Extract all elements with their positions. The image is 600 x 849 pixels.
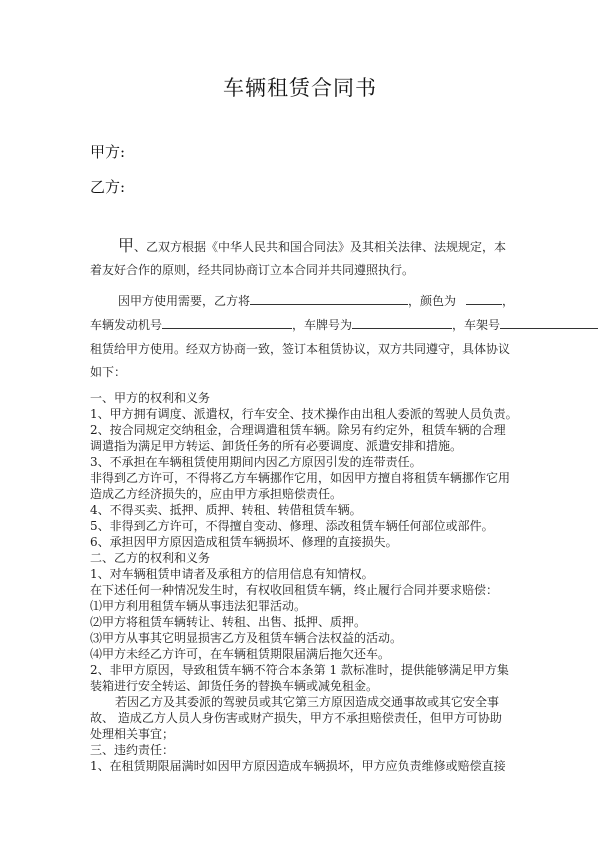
color-blank <box>466 292 502 305</box>
clause-line: 1、对车辆租赁申请者及承租方的信用信息有知情权。 <box>90 567 374 581</box>
clause-line: ⑴甲方利用租赁车辆从事违法犯罪活动。 <box>90 599 307 613</box>
clause-line: 非得到乙方许可，不得将乙方车辆挪作它用，如因甲方擅自将租赁车辆挪作它用 <box>90 471 511 485</box>
frame-number-label: ，车架号 <box>452 318 501 332</box>
clause-line: 4、不得买卖、抵押、质押、转租、转借租赁车辆。 <box>90 503 362 517</box>
clause-line: 1、在租赁期限届满时如因甲方原因造成车辆损坏，甲方应负责维修或赔偿直接 <box>90 759 506 773</box>
contract-body <box>90 390 520 774</box>
preamble-line-2: 着友好合作的原则，经共同协商订立本合同并共同遵照执行。 <box>90 263 415 277</box>
clause-line: ⑶甲方从事其它明显损害乙方及租赁车辆合法权益的活动。 <box>90 631 403 645</box>
engine-number-blank <box>162 316 292 329</box>
clause-line: 若因乙方及其委派的驾驶员或其它第三方原因造成交通事故或其它安全事 <box>115 695 500 709</box>
section-heading: 一、甲方的权利和义务 <box>90 391 211 405</box>
section-party-b-rights <box>90 550 520 742</box>
preamble-lead-char: 甲 <box>118 236 135 255</box>
clause-line: ⑷甲方未经乙方许可，在车辆租赁期限届满后拖欠还车。 <box>90 647 391 661</box>
color-label: ，颜色为 <box>408 294 457 308</box>
clause-line: 调遣指为满足甲方转运、卸货任务的所有必要调度、派遣安排和措施。 <box>90 439 463 453</box>
clause-line: 在下述任何一种情况发生时，有权收回租赁车辆，终止履行合同并要求赔偿： <box>90 583 499 597</box>
clause-line: 故、 造成乙方人员人身伤害或财产损失，甲方不承担赔偿责任，但甲方可协助 <box>90 711 502 725</box>
section-heading: 三、违约责任： <box>90 743 175 757</box>
frame-number-blank <box>500 316 598 329</box>
clause-line: 5、非得到乙方许可，不得擅自变动、修理、添改租赁车辆任何部位或部件。 <box>90 519 494 533</box>
clause-line: 2、非甲方原因，导致租赁车辆不符合本条第 1 款标准时，提供能够满足甲方集 <box>90 663 509 677</box>
clause-line: 1、甲方拥有调度、派遣权，行车安全、技术操作由出租人委派的驾驶人员负责。 <box>90 407 518 421</box>
vehicle-info-line-1 <box>118 291 514 311</box>
plate-number-label: ，车牌号为 <box>292 318 353 332</box>
engine-number-label: 车辆发动机号 <box>90 318 163 332</box>
vehicle-name-blank <box>250 292 408 305</box>
vehicle-info-line-3: 租赁给甲方使用。经双方协商一致，签订本租赁协议，双方共同遵守，具体协议 <box>90 342 511 356</box>
clause-line: 6、承担因甲方原因造成租赁车辆损坏、修理的直接损失。 <box>90 535 398 549</box>
party-a-label: 甲方: <box>90 143 126 161</box>
clause-line: 装箱进行安全转运、卸货任务的替换车辆或减免租金。 <box>90 679 379 693</box>
section-heading: 二、乙方的权利和义务 <box>90 551 211 565</box>
party-b-label: 乙方: <box>90 178 126 196</box>
vehicle-info-line-4: 如下： <box>90 365 127 379</box>
vehicle-intro-text: 因甲方使用需要，乙方将 <box>118 294 251 308</box>
clause-line: 2、按合同规定交纳租金，合理调遣租赁车辆。除另有约定外，租赁车辆的合理 <box>90 423 506 437</box>
vehicle-line-1-end: ， <box>502 294 515 308</box>
section-breach-liability <box>90 742 520 774</box>
clause-line: 3、不承担在车辆租赁使用期间内因乙方原因引发的连带责任。 <box>90 455 422 469</box>
section-party-a-rights <box>90 390 520 550</box>
clause-line: 造成乙方经济损失的，应由甲方承担赔偿责任。 <box>90 487 343 501</box>
document-title: 车辆租赁合同书 <box>223 76 377 100</box>
preamble-line-1-text: 、乙双方根据《中华人民共和国合同法》及其相关法律、法规规定，本 <box>134 240 507 254</box>
plate-number-blank <box>352 316 452 329</box>
preamble-line-1 <box>118 236 506 257</box>
vehicle-info-line-2 <box>90 315 598 335</box>
clause-line: ⑵甲方将租赁车辆转让、转租、出售、抵押、质押。 <box>90 615 367 629</box>
clause-line: 处理相关事宜； <box>90 727 175 741</box>
